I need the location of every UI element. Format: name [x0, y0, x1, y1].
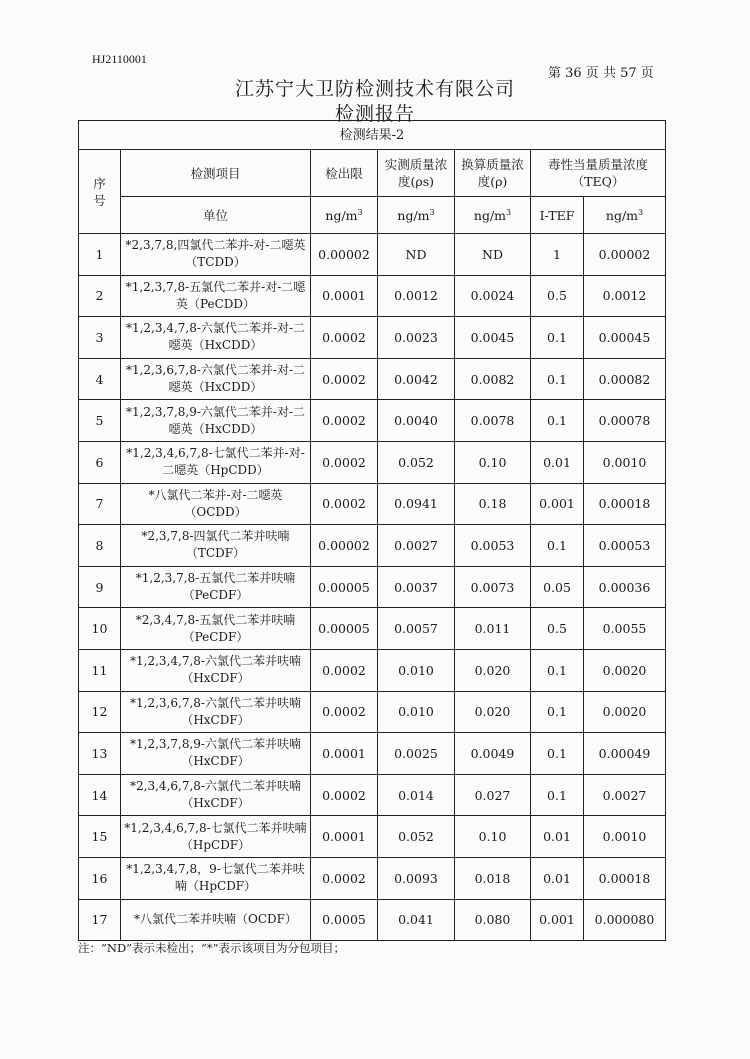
cell-measured: 0.010: [378, 691, 455, 733]
cell-seq: 7: [79, 483, 121, 525]
cell-teq: 0.00018: [584, 483, 666, 525]
unit-text: ng/m: [325, 207, 358, 223]
report-title: 检测报告: [334, 103, 415, 125]
unit-itef: I-TEF: [531, 197, 584, 234]
cell-item: *1,2,3,4,6,7,8-七氯代二苯并呋喃（HpCDF）: [121, 816, 311, 858]
cell-seq: 15: [79, 816, 121, 858]
header-unit-label: 单位: [121, 197, 311, 234]
cell-itef: 0.5: [531, 608, 584, 650]
table-row: [79, 608, 666, 650]
document-id: HJ2110001: [92, 52, 147, 66]
unit-measured: [378, 197, 455, 234]
results-body: [79, 234, 666, 941]
cell-item: *1,2,3,7,8,9-六氯代二苯并呋喃（HxCDF）: [121, 733, 311, 775]
cell-measured: 0.0042: [378, 358, 455, 400]
cell-converted: 0.0024: [455, 275, 531, 317]
cell-itef: 1: [531, 234, 584, 276]
unit-text: ng/m: [473, 207, 507, 223]
cell-detection-limit: 0.0002: [311, 857, 378, 899]
cell-itef: 0.001: [531, 899, 584, 941]
cell-detection-limit: 0.00005: [311, 566, 378, 608]
header-item: 检测项目: [121, 150, 311, 197]
cell-seq: 4: [79, 358, 121, 400]
cell-detection-limit: 0.00002: [311, 525, 378, 567]
cell-seq: 6: [79, 441, 121, 483]
table-row: [79, 857, 666, 899]
cell-teq: 0.0020: [584, 691, 666, 733]
cell-seq: 1: [79, 234, 121, 276]
unit-teq: [584, 197, 666, 234]
cell-detection-limit: 0.0002: [311, 483, 378, 525]
cell-item: *1,2,3,4,6,7,8-七氯代二苯并-对-二噁英（HpCDD）: [121, 441, 311, 483]
cell-item: *1,2,3,6,7,8-六氯代二苯并-对-二噁英（HxCDD）: [121, 358, 311, 400]
cell-teq: 0.00082: [584, 358, 666, 400]
cell-item: *八氯代二苯并呋喃（OCDF）: [121, 899, 311, 941]
cell-itef: 0.1: [531, 649, 584, 691]
cell-itef: 0.05: [531, 566, 584, 608]
company-name: 江苏宁大卫防检测技术有限公司: [234, 78, 515, 100]
cell-measured: 0.0093: [378, 857, 455, 899]
cell-converted: 0.020: [455, 691, 531, 733]
header-converted: 换算质量浓度(ρ): [455, 150, 531, 197]
table-row: [79, 566, 666, 608]
table-row: [79, 441, 666, 483]
cell-detection-limit: 0.0002: [311, 649, 378, 691]
cell-item: *1,2,3,7,8,9-六氯代二苯并-对-二噁英（HxCDD）: [121, 400, 311, 442]
cell-converted: 0.0053: [455, 525, 531, 567]
table-row: [79, 483, 666, 525]
table-row: [79, 400, 666, 442]
cell-seq: 9: [79, 566, 121, 608]
cell-teq: 0.0020: [584, 649, 666, 691]
unit-exponent: 3: [638, 207, 644, 217]
cell-measured: 0.0057: [378, 608, 455, 650]
cell-detection-limit: 0.0001: [311, 816, 378, 858]
cell-itef: 0.1: [531, 691, 584, 733]
cell-item: *1,2,3,4,7,8-六氯代二苯并呋喃（HxCDF）: [121, 649, 311, 691]
cell-item: *八氯代二苯并-对-二噁英（OCDD）: [121, 483, 311, 525]
cell-teq: 0.00053: [584, 525, 666, 567]
cell-measured: 0.0040: [378, 400, 455, 442]
unit-exponent: 3: [429, 207, 435, 217]
cell-teq: 0.00078: [584, 400, 666, 442]
table-row: [79, 733, 666, 775]
cell-converted: 0.18: [455, 483, 531, 525]
cell-converted: 0.0073: [455, 566, 531, 608]
cell-detection-limit: 0.0002: [311, 317, 378, 359]
cell-measured: 0.041: [378, 899, 455, 941]
cell-detection-limit: 0.0002: [311, 691, 378, 733]
cell-teq: 0.00002: [584, 234, 666, 276]
page-indicator: 第 36 页 共 57 页: [548, 66, 654, 81]
cell-converted: 0.0049: [455, 733, 531, 775]
cell-teq: 0.00049: [584, 733, 666, 775]
header-teq: 毒性当量质量浓度（TEQ）: [531, 150, 666, 197]
cell-converted: 0.0078: [455, 400, 531, 442]
cell-seq: 5: [79, 400, 121, 442]
unit-detection-limit: [311, 197, 378, 234]
cell-measured: 0.010: [378, 649, 455, 691]
cell-converted: 0.10: [455, 816, 531, 858]
cell-teq: 0.000080: [584, 899, 666, 941]
cell-teq: 0.00036: [584, 566, 666, 608]
cell-detection-limit: 0.0002: [311, 441, 378, 483]
cell-item: *1,2,3,6,7,8-六氯代二苯并呋喃（HxCDF）: [121, 691, 311, 733]
cell-detection-limit: 0.0002: [311, 358, 378, 400]
cell-detection-limit: 0.00005: [311, 608, 378, 650]
cell-teq: 0.00018: [584, 857, 666, 899]
cell-item: *2,3,7,8,四氯代二苯并-对-二噁英（TCDD）: [121, 234, 311, 276]
cell-converted: 0.080: [455, 899, 531, 941]
table-row: [79, 774, 666, 816]
cell-converted: 0.10: [455, 441, 531, 483]
cell-measured: 0.014: [378, 774, 455, 816]
cell-seq: 16: [79, 857, 121, 899]
cell-item: *1,2,3,4,7,8-六氯代二苯并-对-二噁英（HxCDD）: [121, 317, 311, 359]
table-row: [79, 358, 666, 400]
cell-itef: 0.1: [531, 733, 584, 775]
unit-converted: [455, 197, 531, 234]
cell-seq: 11: [79, 649, 121, 691]
cell-converted: 0.0045: [455, 317, 531, 359]
cell-seq: 8: [79, 525, 121, 567]
cell-measured: 0.052: [378, 816, 455, 858]
cell-seq: 17: [79, 899, 121, 941]
header-seq: [79, 150, 121, 234]
header-measured: 实测质量浓度(ρs): [378, 150, 455, 197]
cell-teq: 0.0010: [584, 441, 666, 483]
cell-itef: 0.001: [531, 483, 584, 525]
cell-detection-limit: 0.0002: [311, 774, 378, 816]
header-seq-label: 序号: [93, 175, 106, 208]
cell-converted: 0.027: [455, 774, 531, 816]
cell-itef: 0.01: [531, 816, 584, 858]
table-caption: 检测结果-2: [79, 121, 666, 150]
cell-converted: 0.018: [455, 857, 531, 899]
cell-item: *2,3,7,8-四氯代二苯并呋喃（TCDF）: [121, 525, 311, 567]
unit-text: ng/m: [605, 207, 639, 223]
cell-item: *1,2,3,7,8-五氯代二苯并-对-二噁英（PeCDD）: [121, 275, 311, 317]
cell-teq: 0.0055: [584, 608, 666, 650]
cell-itef: 0.01: [531, 857, 584, 899]
cell-detection-limit: 0.0002: [311, 400, 378, 442]
table-row: [79, 649, 666, 691]
cell-converted: 0.020: [455, 649, 531, 691]
cell-itef: 0.1: [531, 400, 584, 442]
cell-itef: 0.1: [531, 358, 584, 400]
cell-seq: 12: [79, 691, 121, 733]
cell-seq: 2: [79, 275, 121, 317]
cell-itef: 0.1: [531, 525, 584, 567]
cell-detection-limit: 0.0001: [311, 733, 378, 775]
cell-itef: 0.1: [531, 774, 584, 816]
cell-measured: 0.0941: [378, 483, 455, 525]
cell-teq: 0.0012: [584, 275, 666, 317]
cell-detection-limit: 0.00002: [311, 234, 378, 276]
results-table: [78, 120, 666, 941]
cell-item: *1,2,3,7,8-五氯代二苯并呋喃（PeCDF）: [121, 566, 311, 608]
cell-item: *2,3,4,7,8-五氯代二苯并呋喃（PeCDF）: [121, 608, 311, 650]
cell-seq: 10: [79, 608, 121, 650]
cell-detection-limit: 0.0005: [311, 899, 378, 941]
cell-itef: 0.1: [531, 317, 584, 359]
cell-measured: 0.052: [378, 441, 455, 483]
unit-exponent: 3: [506, 207, 512, 217]
cell-detection-limit: 0.0001: [311, 275, 378, 317]
cell-measured: 0.0027: [378, 525, 455, 567]
cell-teq: 0.00045: [584, 317, 666, 359]
cell-measured: 0.0025: [378, 733, 455, 775]
table-row: [79, 317, 666, 359]
cell-converted: 0.011: [455, 608, 531, 650]
cell-converted: ND: [455, 234, 531, 276]
cell-seq: 3: [79, 317, 121, 359]
table-row: [79, 691, 666, 733]
cell-converted: 0.0082: [455, 358, 531, 400]
table-row: [79, 275, 666, 317]
header-detection-limit: 检出限: [311, 150, 378, 197]
cell-teq: 0.0027: [584, 774, 666, 816]
cell-measured: ND: [378, 234, 455, 276]
cell-teq: 0.0010: [584, 816, 666, 858]
unit-exponent: 3: [357, 207, 363, 217]
table-row: [79, 899, 666, 941]
cell-item: *2,3,4,6,7,8-六氯代二苯并呋喃（HxCDF）: [121, 774, 311, 816]
cell-measured: 0.0012: [378, 275, 455, 317]
table-row: [79, 525, 666, 567]
unit-text: ng/m: [397, 207, 430, 223]
cell-item: *1,2,3,4,7,8，9-七氯代二苯并呋喃（HpCDF）: [121, 857, 311, 899]
cell-measured: 0.0023: [378, 317, 455, 359]
cell-measured: 0.0037: [378, 566, 455, 608]
footnote: 注：“ND”表示未检出；“*”表示该项目为分包项目；: [78, 941, 346, 955]
cell-itef: 0.01: [531, 441, 584, 483]
table-row: [79, 234, 666, 276]
table-row: [79, 816, 666, 858]
cell-seq: 13: [79, 733, 121, 775]
cell-seq: 14: [79, 774, 121, 816]
cell-itef: 0.5: [531, 275, 584, 317]
